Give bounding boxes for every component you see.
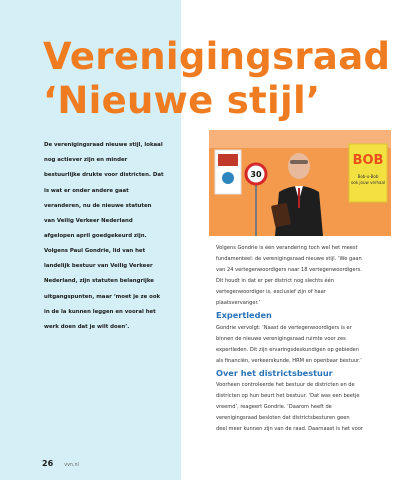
- poster-logo-text: BOB: [352, 153, 384, 168]
- intro-line: landelijk bestuur van Veilig Verkeer: [44, 263, 153, 270]
- body-line: verenigingsraad besloten dat districtsbesturen geen: [216, 414, 350, 421]
- body-line: binnen de nieuwe verenigingsraad ruimte voor zes: [216, 335, 346, 342]
- intro-line: uitgangspunten, maar ‘moet je ze ook: [44, 293, 161, 300]
- site-label: vvn.nl: [64, 463, 79, 468]
- intro-line: is wat er onder andere gaat: [44, 187, 129, 194]
- page-footer: [42, 451, 79, 470]
- body-paragraph: [216, 380, 390, 435]
- article-title: [43, 35, 403, 123]
- intro-line: van Veilig Verkeer Nederland: [44, 218, 133, 225]
- body-line: van 24 vertegenwoordigers naar 18 vertegenwoordigers.: [216, 266, 362, 273]
- intro-line: nog actiever zijn en minder: [44, 157, 128, 164]
- body-line: plaatsvervanger.’: [216, 299, 261, 306]
- body-line: expertleden. Dit zijn ervaringsdeskundigen op gebieden: [216, 346, 360, 353]
- intro-paragraph: [44, 138, 182, 244]
- title-line: Verenigingsraad: [43, 35, 391, 78]
- section-heading-experts: Expertleden: [216, 310, 272, 320]
- speed-sign-text: 30: [250, 170, 262, 179]
- title-line: ‘Nieuwe stijl’: [43, 79, 321, 122]
- intro-line: De verenigingsraad nieuwe stijl, lokaal: [44, 142, 163, 148]
- intro-line: in de la kunnen leggen en vooral het: [44, 308, 156, 315]
- body-line: vertegenwoordiger is, exclusief zijn of haar: [216, 288, 326, 295]
- article-photo: [209, 130, 391, 236]
- intro-line: afgelopen april goedgekeurd zijn.: [44, 233, 147, 240]
- body-line: Dit houdt in dat er per district nog slechts één: [216, 277, 334, 284]
- body-paragraph: [216, 323, 390, 367]
- intro-paragraph-continued: [44, 244, 200, 335]
- page-number: 26: [42, 459, 54, 468]
- body-line: vreemd’, reageert Gondrie. ‘Daarom heeft de: [216, 403, 332, 410]
- body-line: Gondrie vervolgt: ‘Naast de vertegenwoordigers is er: [216, 325, 352, 331]
- intro-line: Nederland, zijn statuten belangrijke: [44, 278, 154, 285]
- body-line: deel meer kunnen zijn van de raad. Daarnaast is het voor: [216, 425, 363, 432]
- section-heading-districts: Over het districtsbestuur: [216, 368, 333, 378]
- body-line: als financiën, verkeerskunde, HRM en openbaar bestuur.’: [216, 357, 362, 364]
- body-line: Voorheen controleerde het bestuur de districten en de: [216, 382, 355, 388]
- poster-caption-line: Bob-o-Bob: [357, 174, 379, 179]
- intro-line: Volgens Paul Gondrie, lid van het: [44, 248, 146, 254]
- body-line: districten op hun beurt het bestuur. ‘Dat was een beetje: [216, 392, 360, 399]
- intro-line: werk doen dat je wilt doen’.: [44, 324, 130, 331]
- poster-caption-line: ook jouw verhaal: [350, 180, 386, 185]
- intro-line: veranderen, nu de nieuwe statuten: [44, 202, 152, 209]
- body-line: fundamenteel: de verenigingsraad nieuwe stijl. ‘We gaan: [216, 255, 362, 262]
- intro-line: bestuurlijke drukte voor districten. Dat: [44, 172, 164, 179]
- body-line: Volgens Gondrie is één verandering toch wel het meest: [216, 245, 358, 251]
- body-paragraph: [216, 243, 390, 308]
